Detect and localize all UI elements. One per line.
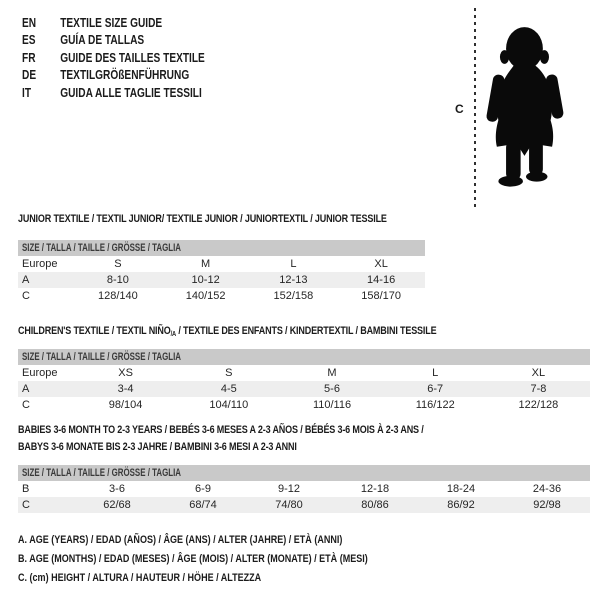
row-label: C xyxy=(22,499,30,511)
row-value: 62/68 xyxy=(103,499,131,511)
language-code: EN xyxy=(22,15,37,30)
footnote-list xyxy=(18,531,445,588)
table-title xyxy=(18,211,468,228)
table-title xyxy=(18,323,528,343)
table-size-header xyxy=(18,349,590,365)
row-value: 116/122 xyxy=(415,399,455,411)
language-code: DE xyxy=(22,67,37,83)
language-label: GUÍA DE TALLAS xyxy=(60,32,145,48)
row-value: 3-6 xyxy=(109,483,125,495)
language-code: IT xyxy=(22,84,32,100)
size-table xyxy=(18,349,590,413)
baby-silhouette-icon xyxy=(480,6,572,210)
table-title-line xyxy=(18,422,513,439)
row-value: 158/170 xyxy=(361,290,401,302)
row-value: 68/74 xyxy=(189,499,217,511)
table-title-text xyxy=(18,211,387,228)
row-value: 24-36 xyxy=(532,483,562,495)
row-value: 4-5 xyxy=(220,383,237,395)
table-title-text xyxy=(18,422,424,439)
table-row xyxy=(18,397,590,413)
table-title xyxy=(18,422,513,456)
language-row xyxy=(22,31,256,48)
row-value: 6-9 xyxy=(195,483,211,495)
row-value: 98/104 xyxy=(108,399,143,411)
language-row-text xyxy=(22,49,205,66)
row-value: L xyxy=(290,258,297,270)
row-value: 152/158 xyxy=(273,290,314,302)
language-row xyxy=(22,14,256,31)
footnote-text: A. AGE (YEARS) / EDAD (AÑOS) / ÂGE (ANS) / ALTER (JAHRE) / ETÀ (ANNI) xyxy=(18,534,343,546)
table-row xyxy=(18,256,425,272)
row-value: 92/98 xyxy=(533,499,561,511)
row-value: XL xyxy=(531,367,546,379)
table-size-header-text: SIZE / TALLA / TAILLE / GRÖSSE / TAGLIA xyxy=(22,467,181,479)
size-table xyxy=(18,240,425,304)
row-value: 80/86 xyxy=(361,499,389,511)
row-label: A xyxy=(22,383,30,395)
row-value: S xyxy=(225,367,233,379)
table-title-part: CHILDREN'S TEXTILE / TEXTIL NIÑO xyxy=(18,325,171,337)
language-row-text xyxy=(22,66,189,83)
row-value: M xyxy=(327,367,337,379)
table-size-header xyxy=(18,240,425,256)
language-label: TEXTILE SIZE GUIDE xyxy=(60,15,163,30)
footnote xyxy=(18,550,445,569)
language-code: ES xyxy=(22,32,36,48)
table-title-part: JUNIOR TEXTILE / TEXTIL JUNIOR/ TEXTILE JUNIOR / JUNIORTEXTIL / JUNIOR TESSILE xyxy=(18,213,387,225)
height-measure-line xyxy=(474,8,476,208)
table-title-text xyxy=(18,439,297,456)
row-value: 122/128 xyxy=(518,399,559,411)
table-title-part: / TEXTILE DES ENFANTS / KINDERTEXTIL / BAMBINI TESSILE xyxy=(176,325,437,337)
footnote xyxy=(18,569,445,588)
table-row xyxy=(18,381,590,397)
table-row xyxy=(18,288,425,304)
table-title-text xyxy=(18,323,436,343)
row-value: 74/80 xyxy=(275,499,303,511)
language-title-list xyxy=(22,14,256,101)
row-label: A xyxy=(22,274,30,286)
row-label: C xyxy=(22,399,30,411)
row-value: 3-4 xyxy=(117,383,134,395)
table-title-part: BABIES 3-6 MONTH TO 2-3 YEARS / BEBÉS 3-6 MESES A 2-3 AÑOS / BÉBÉS 3-6 MOIS À 2-3 ANS / xyxy=(18,424,424,436)
language-label: GUIDE DES TAILLES TEXTILE xyxy=(60,49,205,65)
row-value: 12-13 xyxy=(279,274,308,286)
row-value: 128/140 xyxy=(97,290,138,302)
language-row-text xyxy=(22,84,202,101)
language-row xyxy=(22,66,256,83)
row-value: 9-12 xyxy=(277,483,301,495)
row-value: XS xyxy=(118,367,133,379)
row-value: 86/92 xyxy=(447,499,475,511)
size-table xyxy=(18,465,590,513)
footnote xyxy=(18,531,445,550)
baby-figure xyxy=(440,0,600,215)
table-size-header xyxy=(18,465,590,481)
table-title-line xyxy=(18,211,468,228)
table-title-line xyxy=(18,323,528,343)
row-value: 104/110 xyxy=(209,399,249,411)
row-value: 110/116 xyxy=(312,399,352,411)
table-title-subscript: /A xyxy=(170,331,177,338)
table-title-line xyxy=(18,439,513,456)
row-value: 7-8 xyxy=(530,383,547,395)
language-row xyxy=(22,49,256,66)
table-row xyxy=(18,272,425,288)
table-row xyxy=(18,365,590,381)
row-value: XL xyxy=(374,258,388,270)
language-label: TEXTILGRÖßENFÜHRUNG xyxy=(60,67,190,83)
footnote-text: B. AGE (MONTHS) / EDAD (MESES) / ÂGE (MOIS) / ALTER (MONATE) / ETÀ (MESI) xyxy=(18,553,368,565)
row-label: Europe xyxy=(22,367,58,379)
height-measure-label: C xyxy=(455,102,464,116)
row-value: 140/152 xyxy=(185,290,226,302)
language-row-text xyxy=(22,14,162,31)
language-code: FR xyxy=(22,49,36,65)
footnote-text: C. (cm) HEIGHT / ALTURA / HAUTEUR / HÖHE / ALTEZZA xyxy=(18,572,262,584)
row-value: 12-18 xyxy=(360,483,390,495)
row-value: 18-24 xyxy=(446,483,476,495)
table-size-header-text: SIZE / TALLA / TAILLE / GRÖSSE / TAGLIA xyxy=(22,351,181,363)
row-label: B xyxy=(22,483,30,495)
language-row-text xyxy=(22,31,144,48)
language-row xyxy=(22,84,256,101)
row-value: 8-10 xyxy=(106,274,129,286)
table-size-header-text: SIZE / TALLA / TAILLE / GRÖSSE / TAGLIA xyxy=(22,242,181,254)
language-label: GUIDA ALLE TAGLIE TESSILI xyxy=(60,84,202,100)
row-label: C xyxy=(22,290,30,302)
table-row xyxy=(18,481,590,497)
row-value: 6-7 xyxy=(427,383,444,395)
table-row xyxy=(18,497,590,513)
row-value: M xyxy=(201,258,211,270)
row-value: S xyxy=(114,258,122,270)
row-value: 10-12 xyxy=(191,274,220,286)
row-label: Europe xyxy=(22,258,58,270)
table-title-part: BABYS 3-6 MONATE BIS 2-3 JAHRE / BAMBINI 3-6 MESI A 2-3 ANNI xyxy=(18,441,297,453)
row-value: 5-6 xyxy=(324,383,340,395)
row-value: 14-16 xyxy=(367,274,396,286)
row-value: L xyxy=(432,367,439,379)
